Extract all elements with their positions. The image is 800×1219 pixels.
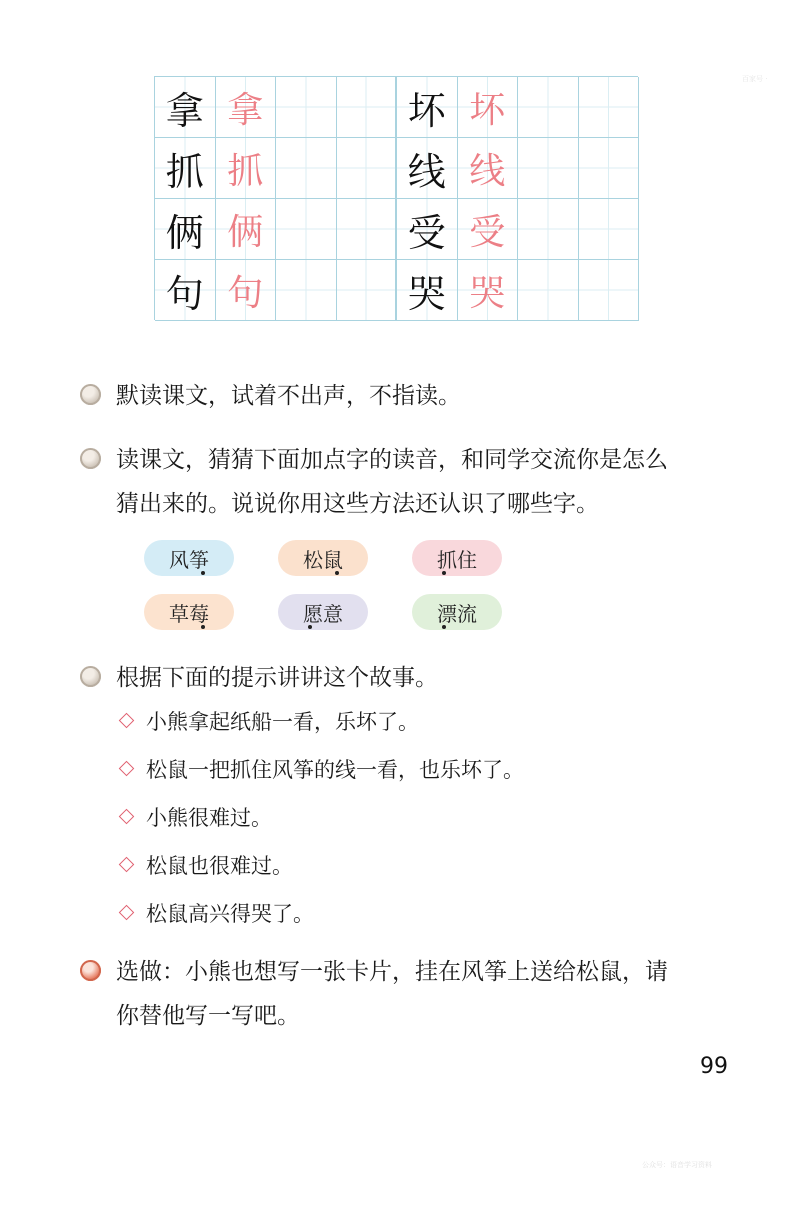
practice-cell (579, 260, 640, 321)
watermark-bottom: 公众号：语音学习资料 (642, 1161, 712, 1169)
exercise-3 (80, 656, 740, 700)
watermark-top: 百家号 · (742, 75, 768, 83)
word-text: 草莓 (169, 601, 209, 626)
emphasis-dot (308, 625, 312, 629)
char-trace: 句 (227, 272, 264, 314)
exercise-bullet-icon (80, 666, 101, 687)
word-chip (144, 540, 234, 576)
char-trace: 拿 (227, 89, 264, 131)
diamond-bullet-icon (119, 713, 135, 729)
practice-cell (518, 260, 579, 321)
exercise-4-line1: 选做：小熊也想写一张卡片，挂在风筝上送给松鼠，请 (116, 959, 668, 985)
char-model: 俩 (165, 210, 204, 255)
word-chip (144, 594, 234, 630)
practice-cell (518, 138, 579, 199)
practice-cell (337, 199, 398, 260)
exercise-1 (80, 374, 740, 418)
char-trace: 俩 (227, 211, 264, 253)
char-model: 抓 (165, 149, 204, 194)
hint-item (118, 706, 419, 736)
practice-cell (518, 77, 579, 138)
practice-cell (579, 199, 640, 260)
hint-text: 小熊拿起纸船一看，乐坏了。 (146, 710, 419, 734)
practice-cell (276, 260, 337, 321)
emphasis-dot (201, 571, 205, 575)
emphasis-dot (442, 571, 446, 575)
word-chip (412, 540, 502, 576)
word-text: 抓住 (437, 547, 477, 572)
exercise-bullet-icon (80, 384, 101, 405)
hint-text: 松鼠高兴得哭了。 (146, 902, 314, 926)
word-chip (278, 540, 368, 576)
emphasis-dot (201, 625, 205, 629)
char-model: 拿 (165, 88, 204, 133)
emphasis-dot (442, 625, 446, 629)
practice-cell (579, 77, 640, 138)
word-text: 风筝 (169, 547, 209, 572)
practice-cell (579, 138, 640, 199)
word-chip (278, 594, 368, 630)
diamond-bullet-icon (119, 809, 135, 825)
hint-item (118, 850, 293, 880)
word-chip (412, 594, 502, 630)
char-trace: 线 (469, 150, 506, 192)
exercise-2-line1: 读课文，猜猜下面加点字的读音，和同学交流你是怎么 (116, 447, 668, 473)
word-text: 松鼠 (303, 547, 343, 572)
word-text: 漂流 (437, 601, 477, 626)
diamond-bullet-icon (119, 761, 135, 777)
practice-cell (337, 260, 398, 321)
exercise-4 (80, 950, 740, 1038)
char-model: 哭 (407, 271, 446, 316)
diamond-bullet-icon (119, 857, 135, 873)
exercise-2 (80, 438, 740, 526)
char-trace: 抓 (227, 150, 264, 192)
writing-grid (154, 76, 638, 320)
char-trace: 受 (469, 211, 506, 253)
hint-item (118, 898, 314, 928)
hint-item (118, 754, 524, 784)
exercise-2-line2: 猜出来的。说说你用这些方法还认识了哪些字。 (116, 491, 599, 517)
hint-text: 松鼠一把抓住风筝的线一看，也乐坏了。 (146, 758, 524, 782)
page-number: 99 (700, 1054, 728, 1079)
diamond-bullet-icon (119, 905, 135, 921)
practice-cell (518, 199, 579, 260)
exercise-4-line2: 你替他写一写吧。 (116, 1003, 300, 1029)
char-trace: 坏 (469, 89, 506, 131)
practice-cell (337, 138, 398, 199)
practice-cell (337, 77, 398, 138)
char-model: 坏 (407, 88, 446, 133)
exercise-3-text: 根据下面的提示讲讲这个故事。 (116, 665, 438, 691)
practice-cell (276, 199, 337, 260)
hint-text: 松鼠也很难过。 (146, 854, 293, 878)
char-model: 句 (165, 271, 204, 316)
char-model: 线 (407, 149, 446, 194)
char-trace: 哭 (469, 272, 506, 314)
practice-cell (276, 138, 337, 199)
hint-item (118, 802, 272, 832)
emphasis-dot (335, 571, 339, 575)
practice-cell (276, 77, 337, 138)
exercise-bullet-icon (80, 448, 101, 469)
char-model: 受 (407, 210, 446, 255)
exercise-1-text: 默读课文，试着不出声，不指读。 (116, 383, 461, 409)
optional-exercise-icon (80, 960, 101, 981)
word-text: 愿意 (303, 601, 343, 626)
hint-text: 小熊很难过。 (146, 806, 272, 830)
